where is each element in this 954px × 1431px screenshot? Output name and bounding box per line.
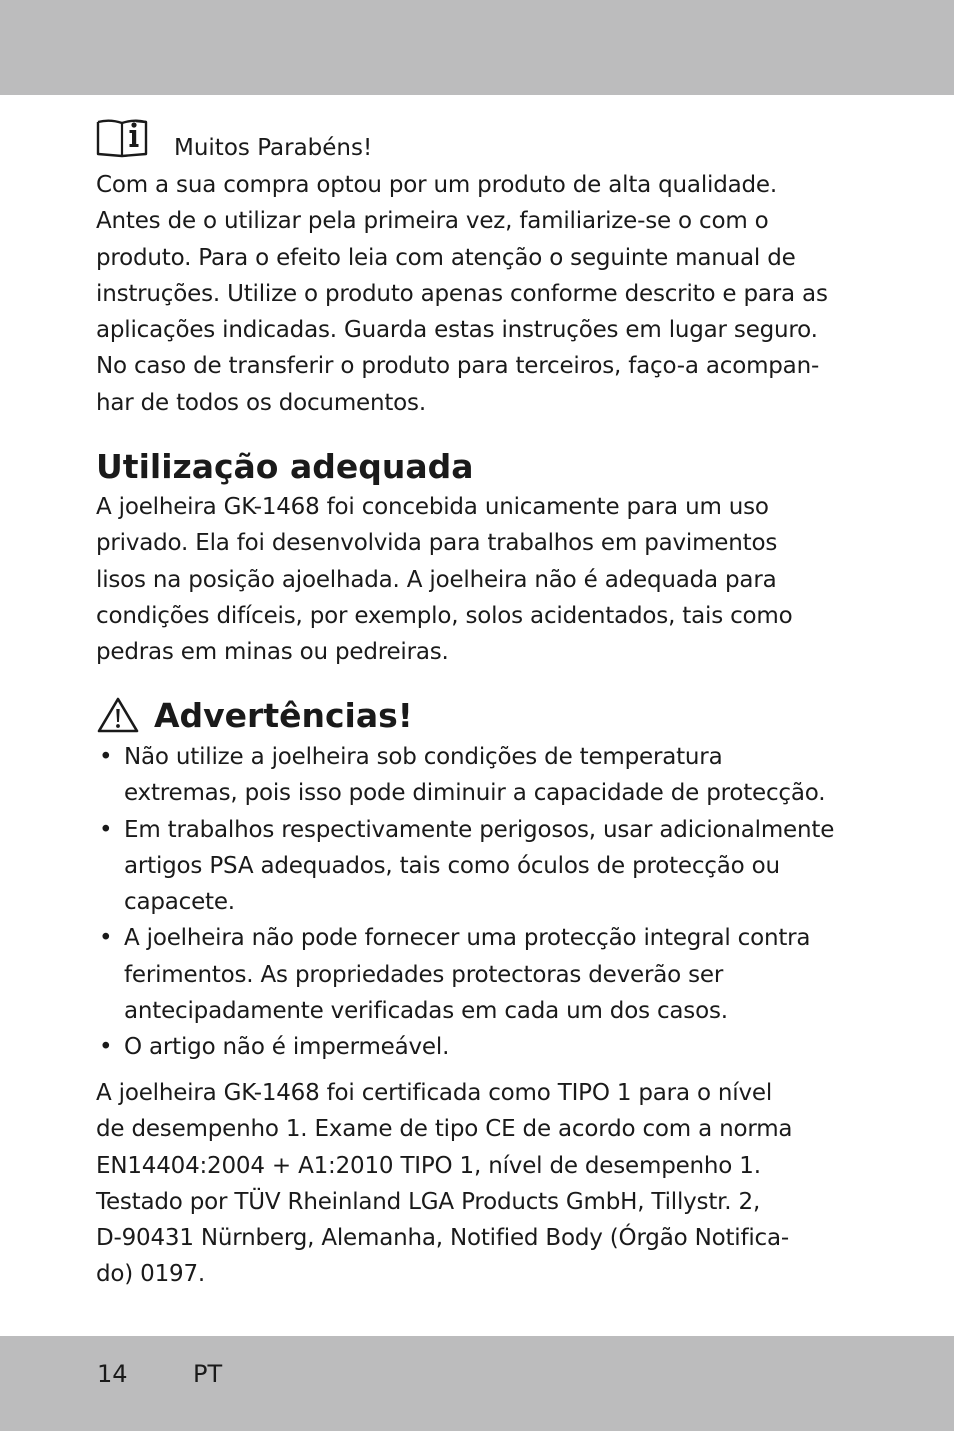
text-line: har de todos os documentos. <box>96 389 426 416</box>
bullet-icon: • <box>99 1034 113 1061</box>
text-line: lisos na posição ajoelhada. A joelheira não é adequada para <box>96 566 777 593</box>
text-line: Testado por TÜV Rheinland LGA Products GmbH, Tillystr. 2, <box>96 1188 761 1215</box>
warnings-list <box>96 739 834 1066</box>
certification-paragraph <box>96 1075 792 1293</box>
text-line: No caso de transferir o produto para terceiros, faço-a acompan- <box>96 353 820 380</box>
text-line: Não utilize a joelheira sob condições de temperatura <box>124 744 723 770</box>
usage-paragraph <box>96 489 793 670</box>
info-book-icon <box>96 116 148 158</box>
text-line: EN14404:2004 + A1:2010 TIPO 1, nível de desempenho 1. <box>96 1152 761 1179</box>
text-line: condições difíceis, por exemplo, solos acidentados, tais como <box>96 602 793 629</box>
text-line: A joelheira GK-1468 foi certificada como TIPO 1 para o nível <box>96 1080 773 1106</box>
intro-title: Muitos Parabéns! <box>174 135 373 161</box>
text-line: D-90431 Nürnberg, Alemanha, Notified Body (Órgão Notifica- <box>96 1225 789 1252</box>
text-line: antecipadamente verificadas em cada um dos casos. <box>124 998 728 1025</box>
warning-triangle-icon <box>96 696 140 734</box>
text-line: Antes de o utilizar pela primeira vez, familiarize-se o com o <box>96 208 769 235</box>
text-line: aplicações indicadas. Guarda estas instruções em lugar seguro. <box>96 317 818 344</box>
text-line: artigos PSA adequados, tais como óculos de protecção ou <box>124 852 780 879</box>
text-line: extremas, pois isso pode diminuir a capacidade de protecção. <box>124 780 826 807</box>
text-line: de desempenho 1. Exame de tipo CE de acordo com a norma <box>96 1116 793 1143</box>
text-line: ferimentos. As propriedades protectoras deverão ser <box>124 961 724 988</box>
usage-heading: Utilização adequada <box>96 447 474 486</box>
text-line: A joelheira GK-1468 foi concebida unicamente para um uso <box>96 494 769 520</box>
text-line: privado. Ela foi desenvolvida para trabalhos em pavimentos <box>96 530 778 557</box>
text-line: A joelheira não pode fornecer uma protecção integral contra <box>124 925 811 952</box>
text-line: instruções. Utilize o produto apenas conforme descrito e para as <box>96 280 828 307</box>
list-item <box>96 739 834 812</box>
text-line: do) 0197. <box>96 1261 205 1288</box>
warnings-heading: Advertências! <box>154 696 413 735</box>
text-line: Com a sua compra optou por um produto de alta qualidade. <box>96 172 777 198</box>
footer-band <box>0 1336 954 1431</box>
text-line: pedras em minas ou pedreiras. <box>96 639 449 666</box>
header-band <box>0 0 954 95</box>
bullet-icon: • <box>99 816 113 843</box>
list-item <box>96 1029 834 1065</box>
intro-paragraph <box>96 167 828 421</box>
list-item <box>96 920 834 1029</box>
page-number: 14 <box>97 1360 128 1388</box>
bullet-icon: • <box>99 925 113 952</box>
list-item <box>96 812 834 921</box>
text-line: Em trabalhos respectivamente perigosos, usar adicionalmente <box>124 816 835 843</box>
text-line: capacete. <box>124 889 235 916</box>
language-code: PT <box>193 1360 223 1388</box>
text-line: O artigo não é impermeável. <box>124 1034 450 1061</box>
bullet-icon: • <box>99 744 113 770</box>
text-line: produto. Para o efeito leia com atenção o seguinte manual de <box>96 244 796 271</box>
